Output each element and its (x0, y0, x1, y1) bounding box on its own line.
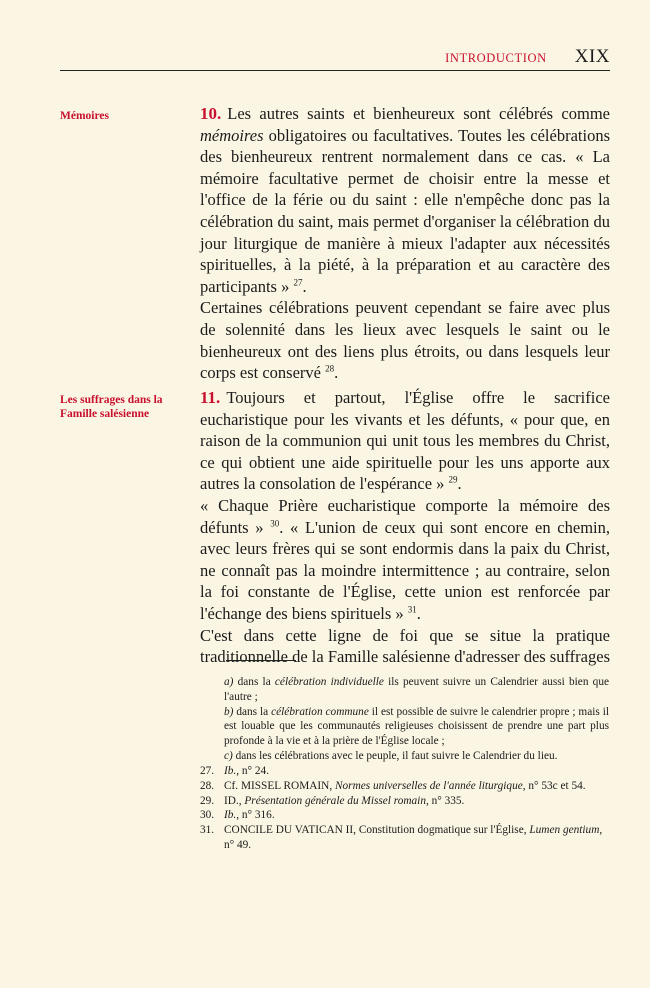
text-run: , n° 49. (224, 824, 603, 851)
text-run: , n° 24. (236, 765, 270, 777)
text-run: Toujours et partout, l'Église offre le sacrifice eucharistique pour les vivants et les défunts, « pour que, en raison de la communion qui unit tous les membres du Christ, ce qui obtient une aide spirituelle pour les uns apporte aux autres la consolation de l'espérance » (200, 388, 610, 494)
footnote-item-b (224, 705, 609, 749)
section-11-paragraph-2: « Chaque Prière eucharistique comporte la mémoire des défunts » $^{30}$. « L'union de ceux qui sont encore en chemin, avec leurs frères qui se sont endormis dans la paix du Christ, ne connaît pas la moindre intermittence ; au contraire, selon la foi constante de l'Église, cette union est renforcée par l'échange des biens spirituels » $^{31}$. (200, 495, 610, 623)
section-11-paragraph-3: C'est dans cette ligne de foi que se situe la pratique traditionnelle de la Famille salésienne d'adresser des suffrages (200, 625, 610, 667)
footnotes (200, 764, 610, 853)
section-10 (200, 103, 610, 384)
italic-term: célébration commune (271, 705, 369, 718)
italic-term: Normes universelles de l'année liturgique (335, 779, 523, 792)
text-run: , n° 316. (236, 809, 275, 822)
footnote-item-a (224, 675, 609, 705)
section-11-paragraph-1: 11. Toujours et partout, l'Église offre le sacrifice eucharistique pour les vivants et les défunts, « pour que, en raison de la communion qui unit tous les membres du Christ, ce qui obtient une aide spirituelle pour les uns apporte aux autres la consolation de l'espérance » $^{29}$. (200, 388, 610, 494)
footnote-text (224, 794, 610, 809)
section-10-paragraph-2: Certaines célébrations peuvent cependant se faire avec plus de solennité dans les lieux avec lesquels le saint ou le bienheureux ont des liens plus étroits, ou dans lesquels leur corps est conservé $^{28}$. (200, 298, 610, 383)
footnote (200, 823, 610, 853)
footnote-ref: 27 (293, 277, 303, 288)
footnote-text (224, 823, 610, 853)
italic-term: mémoires (200, 125, 264, 145)
italic-term: Ib. (224, 809, 237, 822)
item-label: a) (224, 676, 234, 688)
footnote-number: 27. (200, 765, 215, 777)
text-run: il est possible de suivre le calendrier propre ; mais il est louable que les communautés religieuses choisissent de prendre une part plus profonde à la vie et à la prière de l'Église locale ; (224, 705, 609, 748)
italic-term: Ib. (224, 765, 237, 777)
footnote-text (224, 779, 610, 794)
footnote-ref: 30 (270, 518, 280, 529)
italic-term: célébration individuelle (274, 676, 384, 688)
section-number: 10. (200, 104, 222, 123)
footnote (200, 764, 610, 779)
text-run: Certaines célébrations peuvent cependant se faire avec plus de solennité dans les lieux avec lesquels le saint ou le bienheureux ont des liens plus étroits, ou dans lesquels leur corps est conservé (200, 298, 610, 383)
text-run: dans la (233, 705, 272, 718)
footnote (200, 808, 610, 823)
running-header (60, 46, 610, 71)
footnote (200, 779, 610, 794)
item-label: c) (224, 749, 233, 762)
text-run: Les autres saints et bienheureux sont célébrés comme (227, 104, 610, 123)
text-run: ils peuvent suivre un Calendrier aussi bien que l'autre ; (224, 676, 609, 703)
text-run: dans la (233, 676, 275, 688)
footnote-text (224, 764, 610, 779)
footnote-ref: 31 (407, 604, 417, 615)
text-run: , n° 335. (425, 794, 465, 807)
margin-note-memoires: Mémoires (60, 110, 109, 122)
footnote-item-c (224, 749, 609, 764)
section-10-paragraph-1: 10. Les autres saints et bienheureux sont célébrés comme mémoires obligatoires ou facultatives. Toutes les célébrations des bienheureux rentrent normalement dans ce cas. « La mémoire facultative permet de choisir entre la messe et l'office de la férie ou du saint : elle n'empêche donc pas la célébration du saint, mais permet d'organiser la célébration du jour liturgique de manière à mieux l'adapter aux nécessités spirituelles, à la piété, à la préparation et au caractère des participants » $^{27}$. (200, 104, 610, 296)
italic-term: Présentation générale du Missel romain (244, 794, 426, 807)
text-run: , n° 53c et 54. (522, 779, 586, 792)
margin-note-suffrages: Les suffrages dans la Famille salésienne (60, 394, 163, 420)
footnote-ref: 29 (448, 474, 458, 485)
footnote-ref: 28 (325, 363, 335, 374)
footnote-continuation (224, 675, 609, 764)
footnote-number: 29. (200, 794, 215, 807)
text-run: ID., (224, 794, 245, 807)
footnote-number: 31. (200, 824, 215, 837)
footnote-number: 30. (200, 809, 215, 822)
section-11 (200, 387, 610, 668)
footnote-text (224, 808, 610, 823)
text-run: dans les célébrations avec le peuple, il faut suivre le Calendrier du lieu. (232, 749, 558, 762)
text-run: « Chaque Prière eucharistique comporte la mémoire des défunts » (200, 495, 610, 537)
text-run: Cf. MISSEL ROMAIN, (224, 779, 335, 792)
footnote-number: 28. (200, 779, 215, 792)
text-run: obligatoires ou facultatives. Toutes les célébrations des bienheureux rentrent normalement dans ce cas. « La mémoire facultative permet de choisir entre la messe et l'office de la férie ou du saint : elle n'empêche donc pas la célébration du saint, mais permet d'organiser la célébration du jour liturgique de manière à mieux l'adapter aux nécessités spirituelles, à la piété, à la préparation et au caractère des participants » (200, 125, 610, 296)
running-title: INTRODUCTION (445, 51, 547, 65)
item-label: b) (224, 705, 234, 718)
text-run: . « L'union de ceux qui sont encore en chemin, avec leurs frères qui se sont endormis dans la paix du Christ, ne connaît pas la moindre intermittence ; au contraire, selon la foi constante de l'Église, cette union est renforcée par l'échange des biens spirituels » (200, 517, 610, 623)
page-number: XIX (574, 46, 610, 67)
footnote (200, 794, 610, 809)
footnote-separator (226, 660, 296, 661)
italic-term: Lumen gentium (529, 824, 600, 837)
section-number: 11. (200, 388, 221, 407)
text-run: CONCILE DU VATICAN II, Constitution dogmatique sur l'Église, (224, 824, 530, 837)
